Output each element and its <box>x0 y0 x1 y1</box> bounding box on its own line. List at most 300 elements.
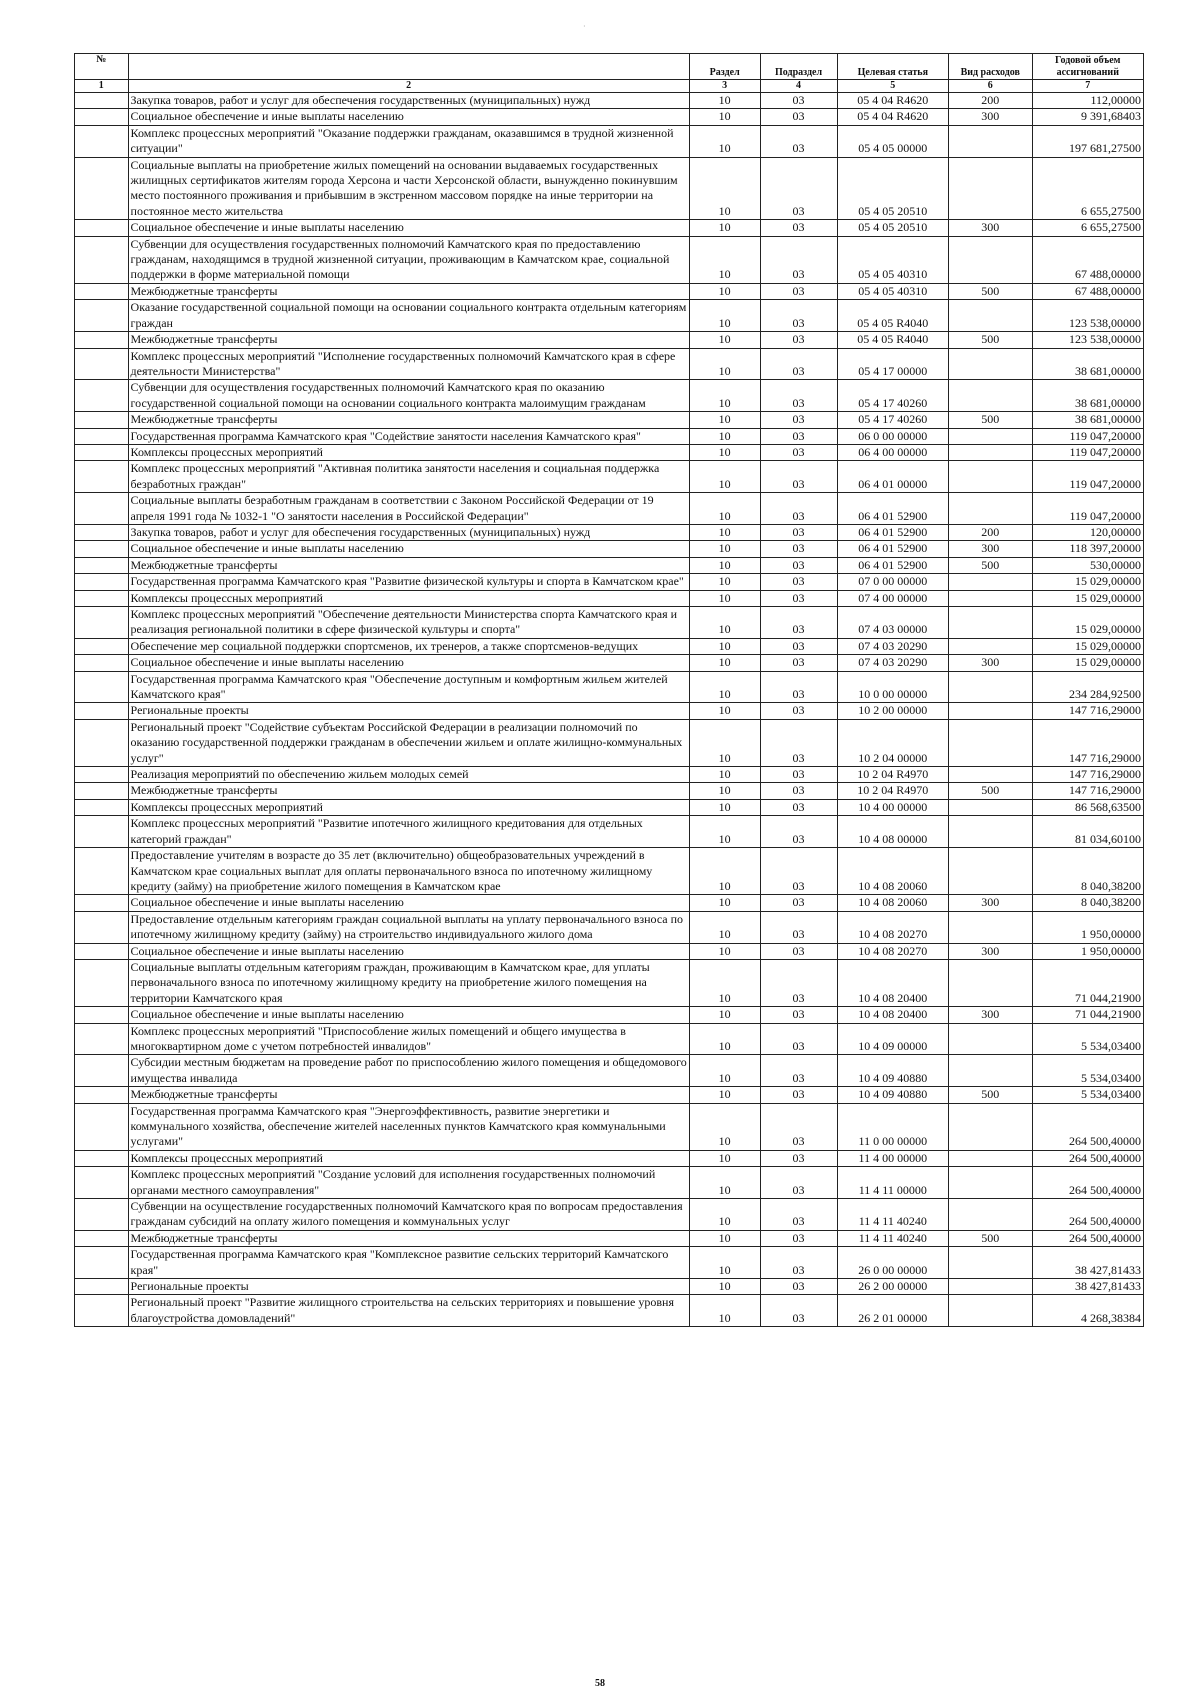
row-name-cell: Межбюджетные трансферты <box>128 1230 689 1246</box>
row-name-cell: Комплексы процессных мероприятий <box>128 799 689 815</box>
header-number-1: 1 <box>75 80 129 93</box>
row-number-cell <box>75 109 129 125</box>
table-row <box>75 332 1144 348</box>
row-cs-cell: 10 4 09 40880 <box>837 1055 948 1087</box>
row-razdel-cell: 10 <box>689 1279 760 1295</box>
row-number-cell <box>75 703 129 719</box>
row-razdel-cell: 10 <box>689 655 760 671</box>
scan-mark: · <box>583 22 586 31</box>
row-number-cell <box>75 236 129 283</box>
row-sum-cell: 6 655,27500 <box>1032 220 1143 236</box>
row-sum-cell: 81 034,60100 <box>1032 816 1143 848</box>
row-vr-cell <box>949 607 1033 639</box>
row-name-cell: Закупка товаров, работ и услуг для обеспечения государственных (муниципальных) нужд <box>128 93 689 109</box>
row-razdel-cell: 10 <box>689 590 760 606</box>
row-cs-cell: 05 4 17 40260 <box>837 380 948 412</box>
row-vr-cell: 300 <box>949 655 1033 671</box>
row-podrazdel-cell: 03 <box>760 1103 837 1150</box>
row-number-cell <box>75 1023 129 1055</box>
row-number-cell <box>75 943 129 959</box>
row-cs-cell: 10 4 08 00000 <box>837 816 948 848</box>
row-cs-cell: 10 4 08 20400 <box>837 959 948 1006</box>
row-razdel-cell: 10 <box>689 959 760 1006</box>
row-name-cell: Комплекс процессных мероприятий "Создание условий для исполнения государственных полномочий органами местного самоуправления" <box>128 1167 689 1199</box>
row-razdel-cell: 10 <box>689 109 760 125</box>
table-row <box>75 1230 1144 1246</box>
row-cs-cell: 07 0 00 00000 <box>837 574 948 590</box>
header-number-4: 4 <box>760 80 837 93</box>
row-podrazdel-cell: 03 <box>760 1199 837 1231</box>
row-name-cell: Социальные выплаты на приобретение жилых помещений на основании выдаваемых государственных жилищных сертификатов жителям города Херсона и части Херсонской области, вынужденно покинувшим место постоянного проживания и прибывшим в экстренном массовом порядке на иные территории на постоянное место жительства <box>128 157 689 220</box>
row-cs-cell: 10 4 08 20270 <box>837 911 948 943</box>
row-vr-cell: 200 <box>949 93 1033 109</box>
row-vr-cell <box>949 671 1033 703</box>
row-number-cell <box>75 783 129 799</box>
row-number-cell <box>75 1167 129 1199</box>
table-row <box>75 412 1144 428</box>
row-cs-cell: 05 4 05 20510 <box>837 157 948 220</box>
row-vr-cell <box>949 1199 1033 1231</box>
row-cs-cell: 05 4 05 R4040 <box>837 300 948 332</box>
row-number-cell <box>75 655 129 671</box>
row-sum-cell: 71 044,21900 <box>1032 1007 1143 1023</box>
row-podrazdel-cell: 03 <box>760 220 837 236</box>
row-razdel-cell: 10 <box>689 1230 760 1246</box>
row-name-cell: Комплексы процессных мероприятий <box>128 590 689 606</box>
row-razdel-cell: 10 <box>689 671 760 703</box>
row-razdel-cell: 10 <box>689 703 760 719</box>
row-sum-cell: 264 500,40000 <box>1032 1199 1143 1231</box>
row-vr-cell: 500 <box>949 332 1033 348</box>
row-name-cell: Комплекс процессных мероприятий "Исполнение государственных полномочий Камчатского края в сфере деятельности Министерства" <box>128 348 689 380</box>
table-row <box>75 109 1144 125</box>
row-podrazdel-cell: 03 <box>760 799 837 815</box>
row-sum-cell: 112,00000 <box>1032 93 1143 109</box>
row-podrazdel-cell: 03 <box>760 557 837 573</box>
row-cs-cell: 05 4 05 R4040 <box>837 332 948 348</box>
row-number-cell <box>75 671 129 703</box>
row-podrazdel-cell: 03 <box>760 1247 837 1279</box>
row-vr-cell <box>949 767 1033 783</box>
table-row <box>75 524 1144 540</box>
table-row <box>75 911 1144 943</box>
row-vr-cell <box>949 574 1033 590</box>
row-vr-cell <box>949 1103 1033 1150</box>
row-vr-cell <box>949 719 1033 766</box>
row-sum-cell: 119 047,20000 <box>1032 428 1143 444</box>
row-cs-cell: 06 4 01 52900 <box>837 493 948 525</box>
row-razdel-cell: 10 <box>689 1055 760 1087</box>
row-vr-cell <box>949 444 1033 460</box>
row-name-cell: Государственная программа Камчатского края "Комплексное развитие сельских территорий Камчатского края" <box>128 1247 689 1279</box>
row-sum-cell: 5 534,03400 <box>1032 1087 1143 1103</box>
row-sum-cell: 530,00000 <box>1032 557 1143 573</box>
row-name-cell: Комплекс процессных мероприятий "Обеспечение деятельности Министерства спорта Камчатского края и реализация региональной политики в сфере физической культуры и спорта" <box>128 607 689 639</box>
row-name-cell: Субсидии местным бюджетам на проведение работ по приспособлению жилого помещения и общедомового имущества инвалида <box>128 1055 689 1087</box>
row-razdel-cell: 10 <box>689 1007 760 1023</box>
row-name-cell: Социальное обеспечение и иные выплаты населению <box>128 109 689 125</box>
row-number-cell <box>75 332 129 348</box>
header-vr: Вид расходов <box>949 54 1033 80</box>
row-name-cell: Оказание государственной социальной помощи на основании социального контракта отдельным категориям граждан <box>128 300 689 332</box>
row-number-cell <box>75 461 129 493</box>
row-number-cell <box>75 283 129 299</box>
row-sum-cell: 119 047,20000 <box>1032 493 1143 525</box>
row-razdel-cell: 10 <box>689 220 760 236</box>
row-podrazdel-cell: 03 <box>760 428 837 444</box>
row-cs-cell: 11 0 00 00000 <box>837 1103 948 1150</box>
row-podrazdel-cell: 03 <box>760 959 837 1006</box>
row-razdel-cell: 10 <box>689 1199 760 1231</box>
row-sum-cell: 1 950,00000 <box>1032 911 1143 943</box>
table-row <box>75 380 1144 412</box>
row-vr-cell: 500 <box>949 783 1033 799</box>
row-podrazdel-cell: 03 <box>760 541 837 557</box>
row-razdel-cell: 10 <box>689 348 760 380</box>
row-podrazdel-cell: 03 <box>760 574 837 590</box>
row-podrazdel-cell: 03 <box>760 895 837 911</box>
table-row <box>75 220 1144 236</box>
row-razdel-cell: 10 <box>689 767 760 783</box>
row-name-cell: Межбюджетные трансферты <box>128 1087 689 1103</box>
row-number-cell <box>75 1279 129 1295</box>
row-cs-cell: 10 4 08 20400 <box>837 1007 948 1023</box>
row-sum-cell: 38 427,81433 <box>1032 1279 1143 1295</box>
row-number-cell <box>75 300 129 332</box>
row-podrazdel-cell: 03 <box>760 125 837 157</box>
row-sum-cell: 15 029,00000 <box>1032 638 1143 654</box>
row-podrazdel-cell: 03 <box>760 380 837 412</box>
table-row <box>75 1247 1144 1279</box>
row-sum-cell: 264 500,40000 <box>1032 1167 1143 1199</box>
row-vr-cell <box>949 1279 1033 1295</box>
row-razdel-cell: 10 <box>689 719 760 766</box>
row-vr-cell: 500 <box>949 412 1033 428</box>
row-razdel-cell: 10 <box>689 638 760 654</box>
row-cs-cell: 05 4 05 20510 <box>837 220 948 236</box>
row-razdel-cell: 10 <box>689 799 760 815</box>
row-podrazdel-cell: 03 <box>760 1007 837 1023</box>
row-razdel-cell: 10 <box>689 557 760 573</box>
row-razdel-cell: 10 <box>689 300 760 332</box>
row-cs-cell: 10 4 08 20060 <box>837 895 948 911</box>
row-podrazdel-cell: 03 <box>760 655 837 671</box>
row-number-cell <box>75 428 129 444</box>
row-cs-cell: 10 4 09 00000 <box>837 1023 948 1055</box>
row-sum-cell: 38 427,81433 <box>1032 1247 1143 1279</box>
header-razdel: Раздел <box>689 54 760 80</box>
row-number-cell <box>75 220 129 236</box>
row-cs-cell: 10 4 09 40880 <box>837 1087 948 1103</box>
table-row <box>75 1279 1144 1295</box>
row-vr-cell <box>949 911 1033 943</box>
row-sum-cell: 15 029,00000 <box>1032 574 1143 590</box>
row-vr-cell <box>949 493 1033 525</box>
row-podrazdel-cell: 03 <box>760 93 837 109</box>
row-number-cell <box>75 444 129 460</box>
row-podrazdel-cell: 03 <box>760 493 837 525</box>
row-name-cell: Социальное обеспечение и иные выплаты населению <box>128 943 689 959</box>
table-row <box>75 1199 1144 1231</box>
table-row <box>75 157 1144 220</box>
table-row <box>75 428 1144 444</box>
header-name <box>128 54 689 80</box>
row-sum-cell: 15 029,00000 <box>1032 655 1143 671</box>
row-podrazdel-cell: 03 <box>760 461 837 493</box>
header-num: № <box>75 54 129 80</box>
row-podrazdel-cell: 03 <box>760 524 837 540</box>
table-row <box>75 816 1144 848</box>
header-sum: Годовой объем ассигнований <box>1032 54 1143 80</box>
row-sum-cell: 15 029,00000 <box>1032 590 1143 606</box>
row-vr-cell: 300 <box>949 943 1033 959</box>
row-number-cell <box>75 1007 129 1023</box>
row-sum-cell: 8 040,38200 <box>1032 895 1143 911</box>
row-vr-cell: 500 <box>949 1087 1033 1103</box>
row-name-cell: Комплекс процессных мероприятий "Приспособление жилых помещений и общего имущества в многоквартирном доме с учетом потребностей инвалидов" <box>128 1023 689 1055</box>
row-number-cell <box>75 799 129 815</box>
row-sum-cell: 118 397,20000 <box>1032 541 1143 557</box>
table-row <box>75 348 1144 380</box>
row-sum-cell: 6 655,27500 <box>1032 157 1143 220</box>
row-podrazdel-cell: 03 <box>760 1167 837 1199</box>
row-sum-cell: 67 488,00000 <box>1032 236 1143 283</box>
row-number-cell <box>75 157 129 220</box>
row-cs-cell: 11 4 00 00000 <box>837 1150 948 1166</box>
row-cs-cell: 06 4 01 52900 <box>837 524 948 540</box>
row-sum-cell: 234 284,92500 <box>1032 671 1143 703</box>
table-row <box>75 1167 1144 1199</box>
row-razdel-cell: 10 <box>689 848 760 895</box>
table-row <box>75 703 1144 719</box>
row-razdel-cell: 10 <box>689 541 760 557</box>
row-razdel-cell: 10 <box>689 157 760 220</box>
row-cs-cell: 07 4 00 00000 <box>837 590 948 606</box>
row-razdel-cell: 10 <box>689 236 760 283</box>
row-podrazdel-cell: 03 <box>760 236 837 283</box>
row-sum-cell: 197 681,27500 <box>1032 125 1143 157</box>
row-name-cell: Субвенции на осуществление государственных полномочий Камчатского края по вопросам предоставления гражданам субсидий на оплату жилого помещения и коммунальных услуг <box>128 1199 689 1231</box>
row-number-cell <box>75 895 129 911</box>
row-vr-cell: 300 <box>949 541 1033 557</box>
row-podrazdel-cell: 03 <box>760 1230 837 1246</box>
row-number-cell <box>75 816 129 848</box>
row-vr-cell <box>949 300 1033 332</box>
table-row <box>75 574 1144 590</box>
row-cs-cell: 10 2 00 00000 <box>837 703 948 719</box>
row-name-cell: Субвенции для осуществления государственных полномочий Камчатского края по предоставлению гражданам, находящимся в трудной жизненной ситуации, проживающим в Камчатском крае, социальной поддержки в форме материальной помощи <box>128 236 689 283</box>
row-name-cell: Государственная программа Камчатского края "Энергоэффективность, развитие энергетики и коммунального хозяйства, обеспечение жителей населенных пунктов Камчатского края коммунальными услугами" <box>128 1103 689 1150</box>
row-vr-cell <box>949 125 1033 157</box>
row-sum-cell: 4 268,38384 <box>1032 1295 1143 1327</box>
row-cs-cell: 26 2 00 00000 <box>837 1279 948 1295</box>
row-vr-cell <box>949 799 1033 815</box>
row-cs-cell: 26 0 00 00000 <box>837 1247 948 1279</box>
row-razdel-cell: 10 <box>689 1167 760 1199</box>
row-podrazdel-cell: 03 <box>760 1055 837 1087</box>
row-podrazdel-cell: 03 <box>760 1023 837 1055</box>
row-name-cell: Реализация мероприятий по обеспечению жильем молодых семей <box>128 767 689 783</box>
header-number-3: 3 <box>689 80 760 93</box>
row-podrazdel-cell: 03 <box>760 848 837 895</box>
row-razdel-cell: 10 <box>689 412 760 428</box>
row-razdel-cell: 10 <box>689 332 760 348</box>
row-cs-cell: 06 4 01 00000 <box>837 461 948 493</box>
row-sum-cell: 123 538,00000 <box>1032 300 1143 332</box>
row-cs-cell: 26 2 01 00000 <box>837 1295 948 1327</box>
row-cs-cell: 11 4 11 40240 <box>837 1199 948 1231</box>
row-sum-cell: 9 391,68403 <box>1032 109 1143 125</box>
row-name-cell: Социальное обеспечение и иные выплаты населению <box>128 541 689 557</box>
row-sum-cell: 1 950,00000 <box>1032 943 1143 959</box>
row-cs-cell: 05 4 17 40260 <box>837 412 948 428</box>
row-name-cell: Комплекс процессных мероприятий "Активная политика занятости населения и социальная поддержка безработных граждан" <box>128 461 689 493</box>
row-cs-cell: 10 4 00 00000 <box>837 799 948 815</box>
row-vr-cell <box>949 848 1033 895</box>
row-vr-cell <box>949 1055 1033 1087</box>
row-number-cell <box>75 541 129 557</box>
row-razdel-cell: 10 <box>689 444 760 460</box>
row-name-cell: Социальное обеспечение и иные выплаты населению <box>128 895 689 911</box>
row-name-cell: Обеспечение мер социальной поддержки спортсменов, их тренеров, а также спортсменов-ведущих <box>128 638 689 654</box>
table-row <box>75 895 1144 911</box>
row-cs-cell: 05 4 17 00000 <box>837 348 948 380</box>
row-vr-cell <box>949 638 1033 654</box>
table-row <box>75 1150 1144 1166</box>
row-podrazdel-cell: 03 <box>760 911 837 943</box>
table-row <box>75 1295 1144 1327</box>
row-number-cell <box>75 380 129 412</box>
row-number-cell <box>75 1087 129 1103</box>
row-vr-cell <box>949 1150 1033 1166</box>
table-row <box>75 1087 1144 1103</box>
table-row <box>75 300 1144 332</box>
row-number-cell <box>75 574 129 590</box>
table-row <box>75 799 1144 815</box>
table-row <box>75 1055 1144 1087</box>
row-podrazdel-cell: 03 <box>760 671 837 703</box>
row-number-cell <box>75 93 129 109</box>
row-name-cell: Комплекс процессных мероприятий "Оказание поддержки гражданам, оказавшимся в трудной жизненной ситуации" <box>128 125 689 157</box>
row-sum-cell: 15 029,00000 <box>1032 607 1143 639</box>
row-podrazdel-cell: 03 <box>760 607 837 639</box>
table-row <box>75 541 1144 557</box>
row-podrazdel-cell: 03 <box>760 783 837 799</box>
row-number-cell <box>75 1230 129 1246</box>
row-cs-cell: 05 4 05 40310 <box>837 283 948 299</box>
row-number-cell <box>75 911 129 943</box>
row-name-cell: Межбюджетные трансферты <box>128 557 689 573</box>
row-name-cell: Комплексы процессных мероприятий <box>128 444 689 460</box>
row-vr-cell <box>949 461 1033 493</box>
row-cs-cell: 07 4 03 00000 <box>837 607 948 639</box>
row-cs-cell: 07 4 03 20290 <box>837 638 948 654</box>
row-cs-cell: 06 0 00 00000 <box>837 428 948 444</box>
row-razdel-cell: 10 <box>689 461 760 493</box>
row-number-cell <box>75 848 129 895</box>
row-razdel-cell: 10 <box>689 911 760 943</box>
table-row <box>75 783 1144 799</box>
row-podrazdel-cell: 03 <box>760 1150 837 1166</box>
row-sum-cell: 264 500,40000 <box>1032 1103 1143 1150</box>
table-row <box>75 638 1144 654</box>
row-cs-cell: 10 4 08 20060 <box>837 848 948 895</box>
row-sum-cell: 5 534,03400 <box>1032 1055 1143 1087</box>
row-razdel-cell: 10 <box>689 1103 760 1150</box>
row-name-cell: Комплекс процессных мероприятий "Развитие ипотечного жилищного кредитования для отдельных категорий граждан" <box>128 816 689 848</box>
row-number-cell <box>75 1199 129 1231</box>
row-podrazdel-cell: 03 <box>760 444 837 460</box>
row-podrazdel-cell: 03 <box>760 1087 837 1103</box>
row-razdel-cell: 10 <box>689 283 760 299</box>
table-row <box>75 607 1144 639</box>
row-sum-cell: 38 681,00000 <box>1032 380 1143 412</box>
table-row <box>75 444 1144 460</box>
row-cs-cell: 10 4 08 20270 <box>837 943 948 959</box>
row-sum-cell: 264 500,40000 <box>1032 1230 1143 1246</box>
row-name-cell: Межбюджетные трансферты <box>128 332 689 348</box>
row-razdel-cell: 10 <box>689 493 760 525</box>
row-number-cell <box>75 557 129 573</box>
row-name-cell: Государственная программа Камчатского края "Обеспечение доступным и комфортным жильем жителей Камчатского края" <box>128 671 689 703</box>
row-sum-cell: 264 500,40000 <box>1032 1150 1143 1166</box>
table-row <box>75 1023 1144 1055</box>
row-vr-cell <box>949 1247 1033 1279</box>
row-vr-cell: 300 <box>949 109 1033 125</box>
row-number-cell <box>75 1150 129 1166</box>
row-sum-cell: 71 044,21900 <box>1032 959 1143 1006</box>
header-number-5: 5 <box>837 80 948 93</box>
row-number-cell <box>75 1055 129 1087</box>
header-number-6: 6 <box>949 80 1033 93</box>
row-cs-cell: 10 2 04 R4970 <box>837 783 948 799</box>
row-cs-cell: 11 4 11 40240 <box>837 1230 948 1246</box>
row-number-cell <box>75 524 129 540</box>
row-vr-cell <box>949 428 1033 444</box>
row-number-cell <box>75 607 129 639</box>
row-vr-cell: 500 <box>949 283 1033 299</box>
table-row <box>75 959 1144 1006</box>
row-cs-cell: 05 4 05 40310 <box>837 236 948 283</box>
row-razdel-cell: 10 <box>689 524 760 540</box>
row-podrazdel-cell: 03 <box>760 283 837 299</box>
header-number-row <box>75 80 1144 93</box>
row-name-cell: Государственная программа Камчатского края "Развитие физической культуры и спорта в Камчатском крае" <box>128 574 689 590</box>
row-podrazdel-cell: 03 <box>760 703 837 719</box>
row-sum-cell: 5 534,03400 <box>1032 1023 1143 1055</box>
row-podrazdel-cell: 03 <box>760 1279 837 1295</box>
row-number-cell <box>75 767 129 783</box>
page-number: 58 <box>595 1678 605 1689</box>
row-vr-cell <box>949 348 1033 380</box>
row-podrazdel-cell: 03 <box>760 332 837 348</box>
row-podrazdel-cell: 03 <box>760 816 837 848</box>
row-number-cell <box>75 638 129 654</box>
row-podrazdel-cell: 03 <box>760 638 837 654</box>
header-number-7: 7 <box>1032 80 1143 93</box>
row-sum-cell: 67 488,00000 <box>1032 283 1143 299</box>
table-row <box>75 493 1144 525</box>
row-sum-cell: 120,00000 <box>1032 524 1143 540</box>
table-row <box>75 671 1144 703</box>
row-vr-cell: 500 <box>949 1230 1033 1246</box>
row-podrazdel-cell: 03 <box>760 1295 837 1327</box>
row-sum-cell: 119 047,20000 <box>1032 444 1143 460</box>
row-razdel-cell: 10 <box>689 380 760 412</box>
row-razdel-cell: 10 <box>689 428 760 444</box>
row-name-cell: Субвенции для осуществления государственных полномочий Камчатского края по оказанию государственной социальной помощи на основании социального контракта малоимущим гражданам <box>128 380 689 412</box>
row-sum-cell: 38 681,00000 <box>1032 412 1143 428</box>
